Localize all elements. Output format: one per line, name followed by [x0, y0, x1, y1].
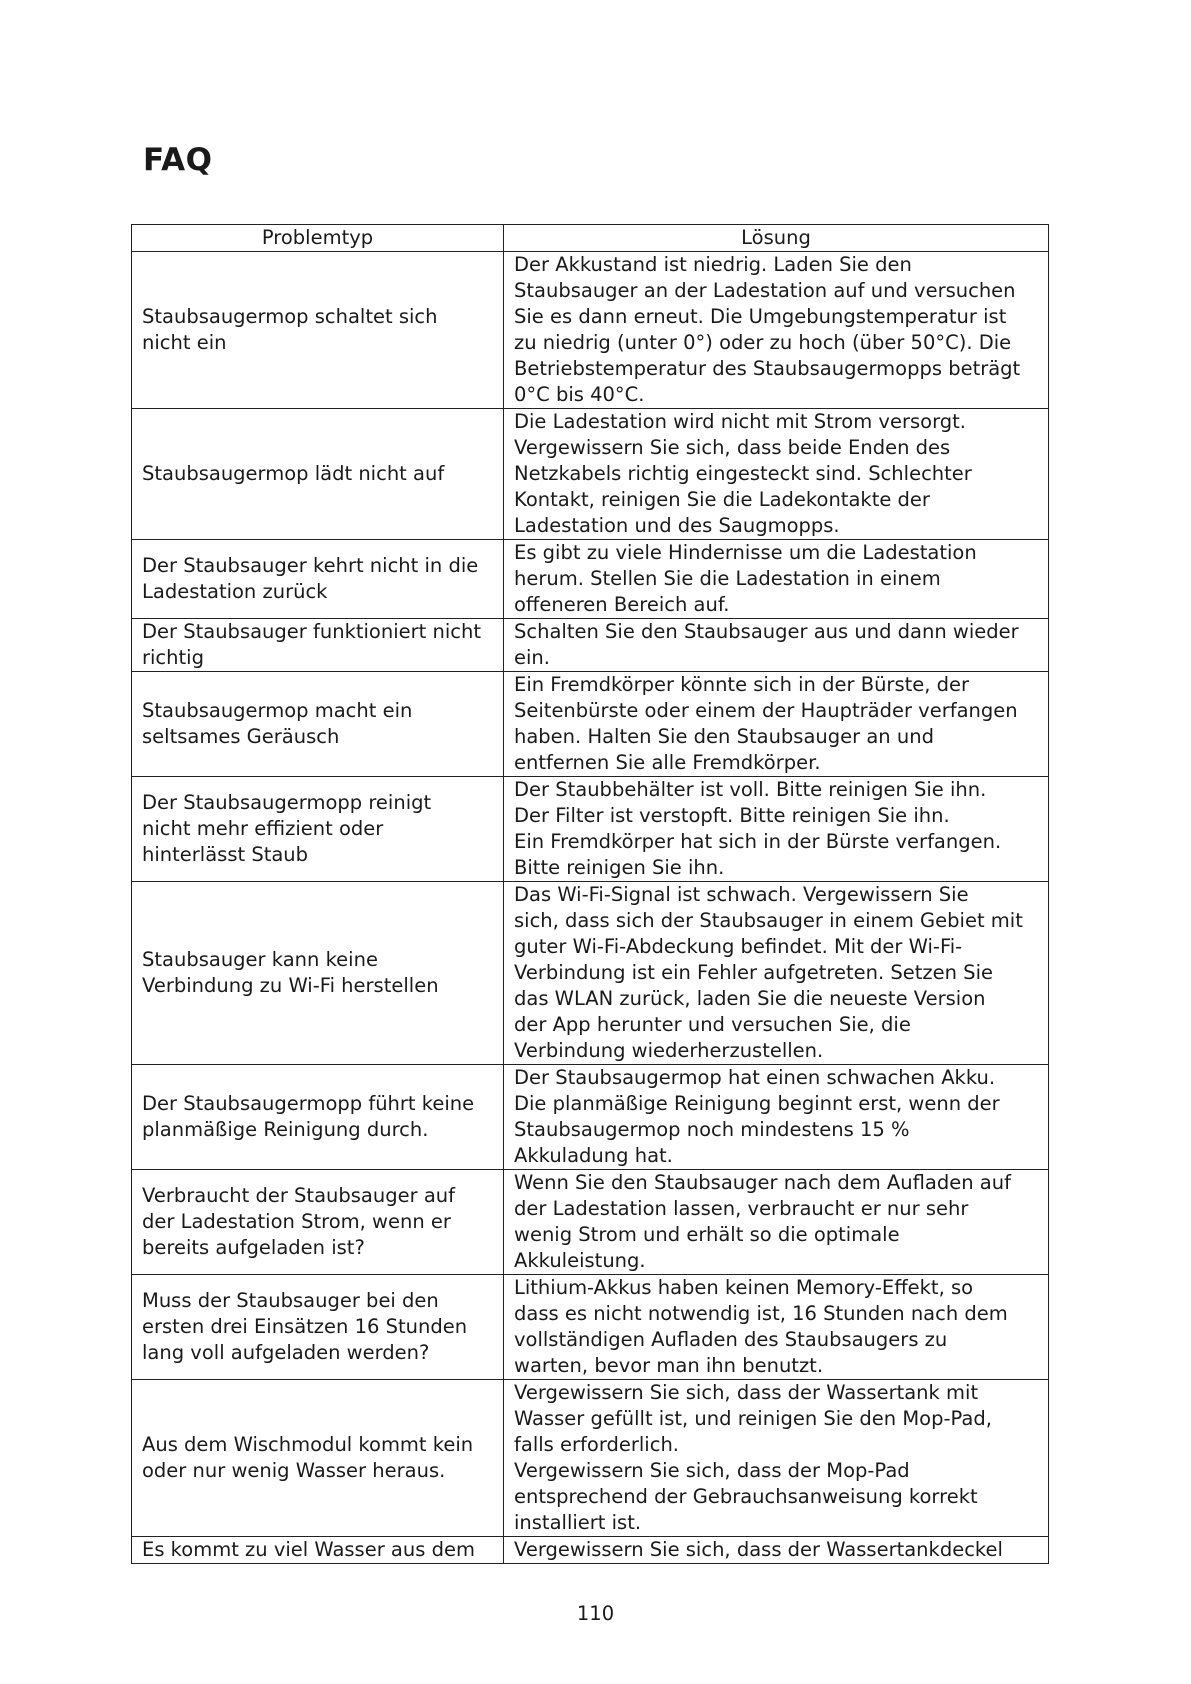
- solution-cell: Der Staubbehälter ist voll. Bitte reinigen Sie ihn. Der Filter ist verstopft. Bitte reinigen Sie ihn. Ein Fremdkörper hat sich in der Bürste verfangen. Bitte reinigen Sie ihn.: [504, 777, 1049, 882]
- table-row: [132, 1170, 1049, 1275]
- table-row: [132, 777, 1049, 882]
- column-header-solution: Lösung: [504, 225, 1049, 252]
- problem-cell: Staubsauger kann keine Verbindung zu Wi-Fi herstellen: [132, 882, 504, 1065]
- table-row: [132, 1275, 1049, 1380]
- solution-cell: Vergewissern Sie sich, dass der Wassertankdeckel: [504, 1537, 1049, 1564]
- problem-cell: Aus dem Wischmodul kommt kein oder nur wenig Wasser heraus.: [132, 1380, 504, 1537]
- problem-cell: Der Staubsauger kehrt nicht in die Ladestation zurück: [132, 540, 504, 619]
- problem-cell: Der Staubsaugermopp reinigt nicht mehr effizient oder hinterlässt Staub: [132, 777, 504, 882]
- page-number: 110: [576, 1602, 615, 1625]
- problem-cell: Muss der Staubsauger bei den ersten drei Einsätzen 16 Stunden lang voll aufgeladen werden?: [132, 1275, 504, 1380]
- solution-cell: Der Akkustand ist niedrig. Laden Sie den Staubsauger an der Ladestation auf und versuchen Sie es dann erneut. Die Umgebungstemperatur ist zu niedrig (unter 0°) oder zu hoch (über 50°C). Die Betriebstemperatur des Staubsaugermopps beträgt 0°C bis 40°C.: [504, 252, 1049, 409]
- table-row: [132, 409, 1049, 540]
- table-row: [132, 882, 1049, 1065]
- problem-cell: Es kommt zu viel Wasser aus dem: [132, 1537, 504, 1564]
- table-row: [132, 540, 1049, 619]
- problem-cell: Der Staubsaugermopp führt keine planmäßige Reinigung durch.: [132, 1065, 504, 1170]
- table-header-row: [132, 225, 1049, 252]
- solution-cell: Lithium-Akkus haben keinen Memory-Effekt, so dass es nicht notwendig ist, 16 Stunden nach dem vollständigen Aufladen des Staubsaugers zu warten, bevor man ihn benutzt.: [504, 1275, 1049, 1380]
- table-row: [132, 252, 1049, 409]
- solution-cell: Schalten Sie den Staubsauger aus und dann wieder ein.: [504, 619, 1049, 672]
- faq-table: [131, 224, 1049, 1564]
- column-header-problem: Problemtyp: [132, 225, 504, 252]
- page-title: FAQ: [143, 142, 213, 178]
- solution-cell: Der Staubsaugermop hat einen schwachen Akku. Die planmäßige Reinigung beginnt erst, wenn der Staubsaugermop noch mindestens 15 % Akkuladung hat.: [504, 1065, 1049, 1170]
- table-row: [132, 1537, 1049, 1564]
- problem-cell: Staubsaugermop schaltet sich nicht ein: [132, 252, 504, 409]
- table-row: [132, 1065, 1049, 1170]
- solution-cell: Wenn Sie den Staubsauger nach dem Aufladen auf der Ladestation lassen, verbraucht er nur sehr wenig Strom und erhält so die optimale Akkuleistung.: [504, 1170, 1049, 1275]
- table-row: [132, 619, 1049, 672]
- problem-cell: Der Staubsauger funktioniert nicht richtig: [132, 619, 504, 672]
- problem-cell: Staubsaugermop macht ein seltsames Geräusch: [132, 672, 504, 777]
- solution-cell: Ein Fremdkörper könnte sich in der Bürste, der Seitenbürste oder einem der Haupträder verfangen haben. Halten Sie den Staubsauger an und entfernen Sie alle Fremdkörper.: [504, 672, 1049, 777]
- problem-cell: Verbraucht der Staubsauger auf der Ladestation Strom, wenn er bereits aufgeladen ist?: [132, 1170, 504, 1275]
- solution-cell: Vergewissern Sie sich, dass der Wassertank mit Wasser gefüllt ist, und reinigen Sie den Mop-Pad, falls erforderlich. Vergewissern Sie sich, dass der Mop-Pad entsprechend der Gebrauchsanweisung korrekt installiert ist.: [504, 1380, 1049, 1537]
- table-row: [132, 1380, 1049, 1537]
- problem-cell: Staubsaugermop lädt nicht auf: [132, 409, 504, 540]
- solution-cell: Die Ladestation wird nicht mit Strom versorgt. Vergewissern Sie sich, dass beide Enden des Netzkabels richtig eingesteckt sind. Schlechter Kontakt, reinigen Sie die Ladekontakte der Ladestation und des Saugmopps.: [504, 409, 1049, 540]
- table-row: [132, 672, 1049, 777]
- solution-cell: Es gibt zu viele Hindernisse um die Ladestation herum. Stellen Sie die Ladestation in einem offeneren Bereich auf.: [504, 540, 1049, 619]
- solution-cell: Das Wi-Fi-Signal ist schwach. Vergewissern Sie sich, dass sich der Staubsauger in einem Gebiet mit guter Wi-Fi-Abdeckung befindet. Mit der Wi-Fi- Verbindung ist ein Fehler aufgetreten. Setzen Sie das WLAN zurück, laden Sie die neueste Version der App herunter und versuchen Sie, die Verbindung wiederherzustellen.: [504, 882, 1049, 1065]
